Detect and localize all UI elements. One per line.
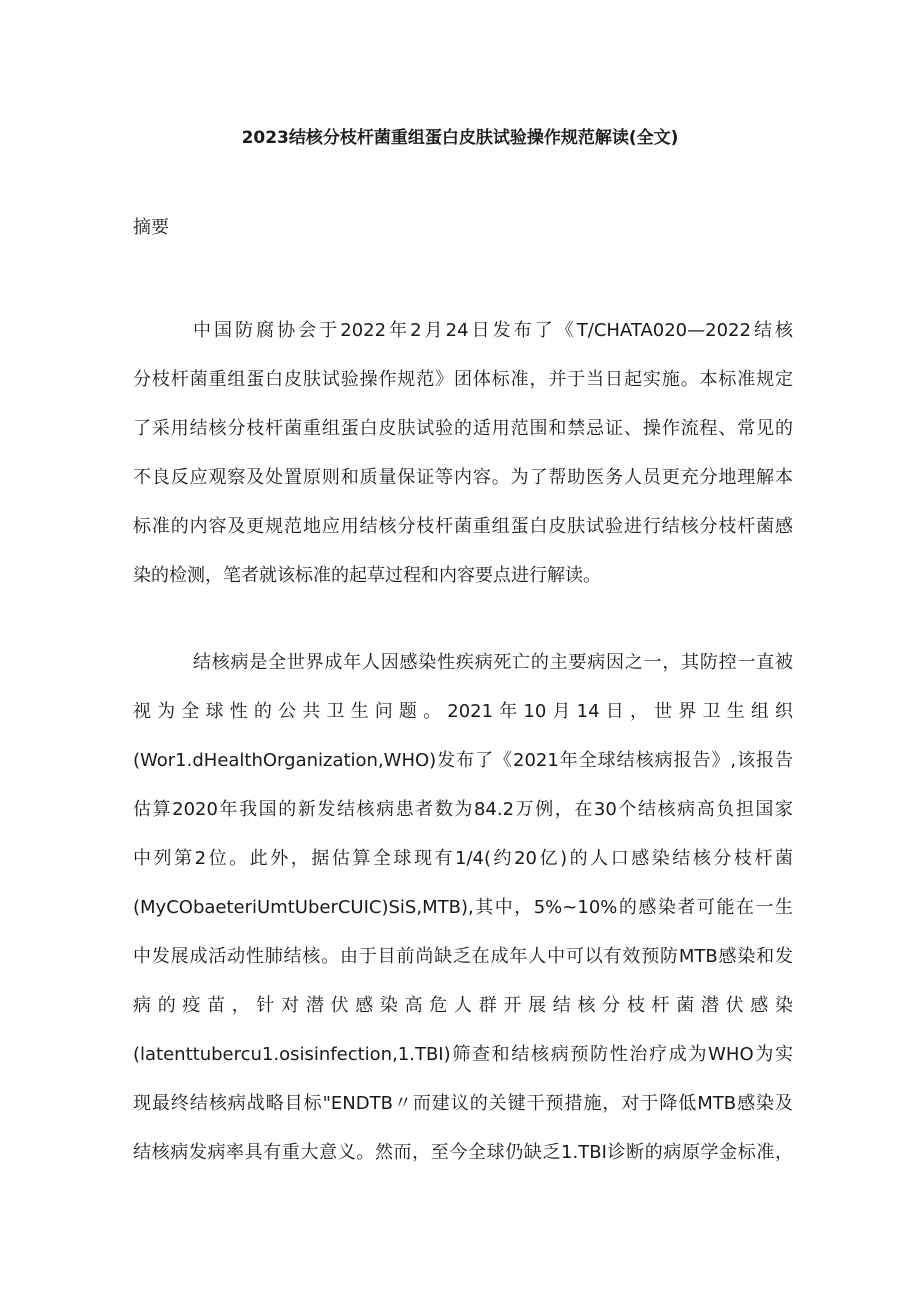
paragraph-line: 中列第2位。此外，据估算全球现有1/4(约20亿)的人口感染结核分枝杆菌 [133, 848, 793, 869]
paragraph-line: 估算2020年我国的新发结核病患者数为84.2万例，在30个结核病高负担国家 [133, 799, 793, 820]
paragraph-line: 分枝杆菌重组蛋白皮肤试验操作规范》团体标准，并于当日起实施。本标准规定 [133, 369, 793, 390]
paragraph-line: 染的检测，笔者就该标准的起草过程和内容要点进行解读。 [133, 565, 601, 586]
section-heading-abstract: 摘要 [133, 217, 169, 238]
paragraph-line: 视为全球性的公共卫生问题。2021年10月14日，世界卫生组织 [133, 701, 793, 722]
paragraph-line: 不良反应观察及处置原则和质量保证等内容。为了帮助医务人员更充分地理解本 [133, 467, 793, 488]
paragraph-line: (Wor1.dHealthOrganization,WHO)发布了《2021年全球结核病报告》,该报告 [133, 750, 793, 771]
paragraph-line: 结核病是全世界成年人因感染性疾病死亡的主要病因之一，其防控一直被 [193, 652, 793, 673]
paragraph-line: (MyCObaeteriUmtUberCUIC)SiS,MTB),其中，5%~10%的感染者可能在一生 [133, 897, 793, 918]
paragraph-line: 中国防腐协会于2022年2月24日发布了《T/CHATA020—2022结核 [193, 320, 793, 341]
paragraph-line: (latenttubercu1.osisinfection,1.TBI)筛查和结核病预防性治疗成为WHO为实 [133, 1044, 793, 1065]
paragraph-line: 现最终结核病战略目标"ENDTB〃而建议的关键干预措施，对于降低MTB感染及 [133, 1093, 793, 1114]
paragraph-line: 中发展成活动性肺结核。由于目前尚缺乏在成年人中可以有效预防MTB感染和发 [133, 946, 793, 967]
paragraph-tb-background [133, 638, 793, 1177]
paragraph-line: 结核病发病率具有重大意义。然而，至今全球仍缺乏1.TBI诊断的病原学金标准， [133, 1142, 793, 1163]
document-title: 2023结核分枝杆菌重组蛋白皮肤试验操作规范解读(全文) [241, 128, 679, 148]
paragraph-line: 病的疫苗，针对潜伏感染高危人群开展结核分枝杆菌潜伏感染 [133, 995, 793, 1016]
paragraph-abstract-intro [133, 306, 793, 600]
paragraph-line: 标准的内容及更规范地应用结核分枝杆菌重组蛋白皮肤试验进行结核分枝杆菌感 [133, 516, 793, 537]
paragraph-line: 了采用结核分枝杆菌重组蛋白皮肤试验的适用范围和禁忌证、操作流程、常见的 [133, 418, 793, 439]
